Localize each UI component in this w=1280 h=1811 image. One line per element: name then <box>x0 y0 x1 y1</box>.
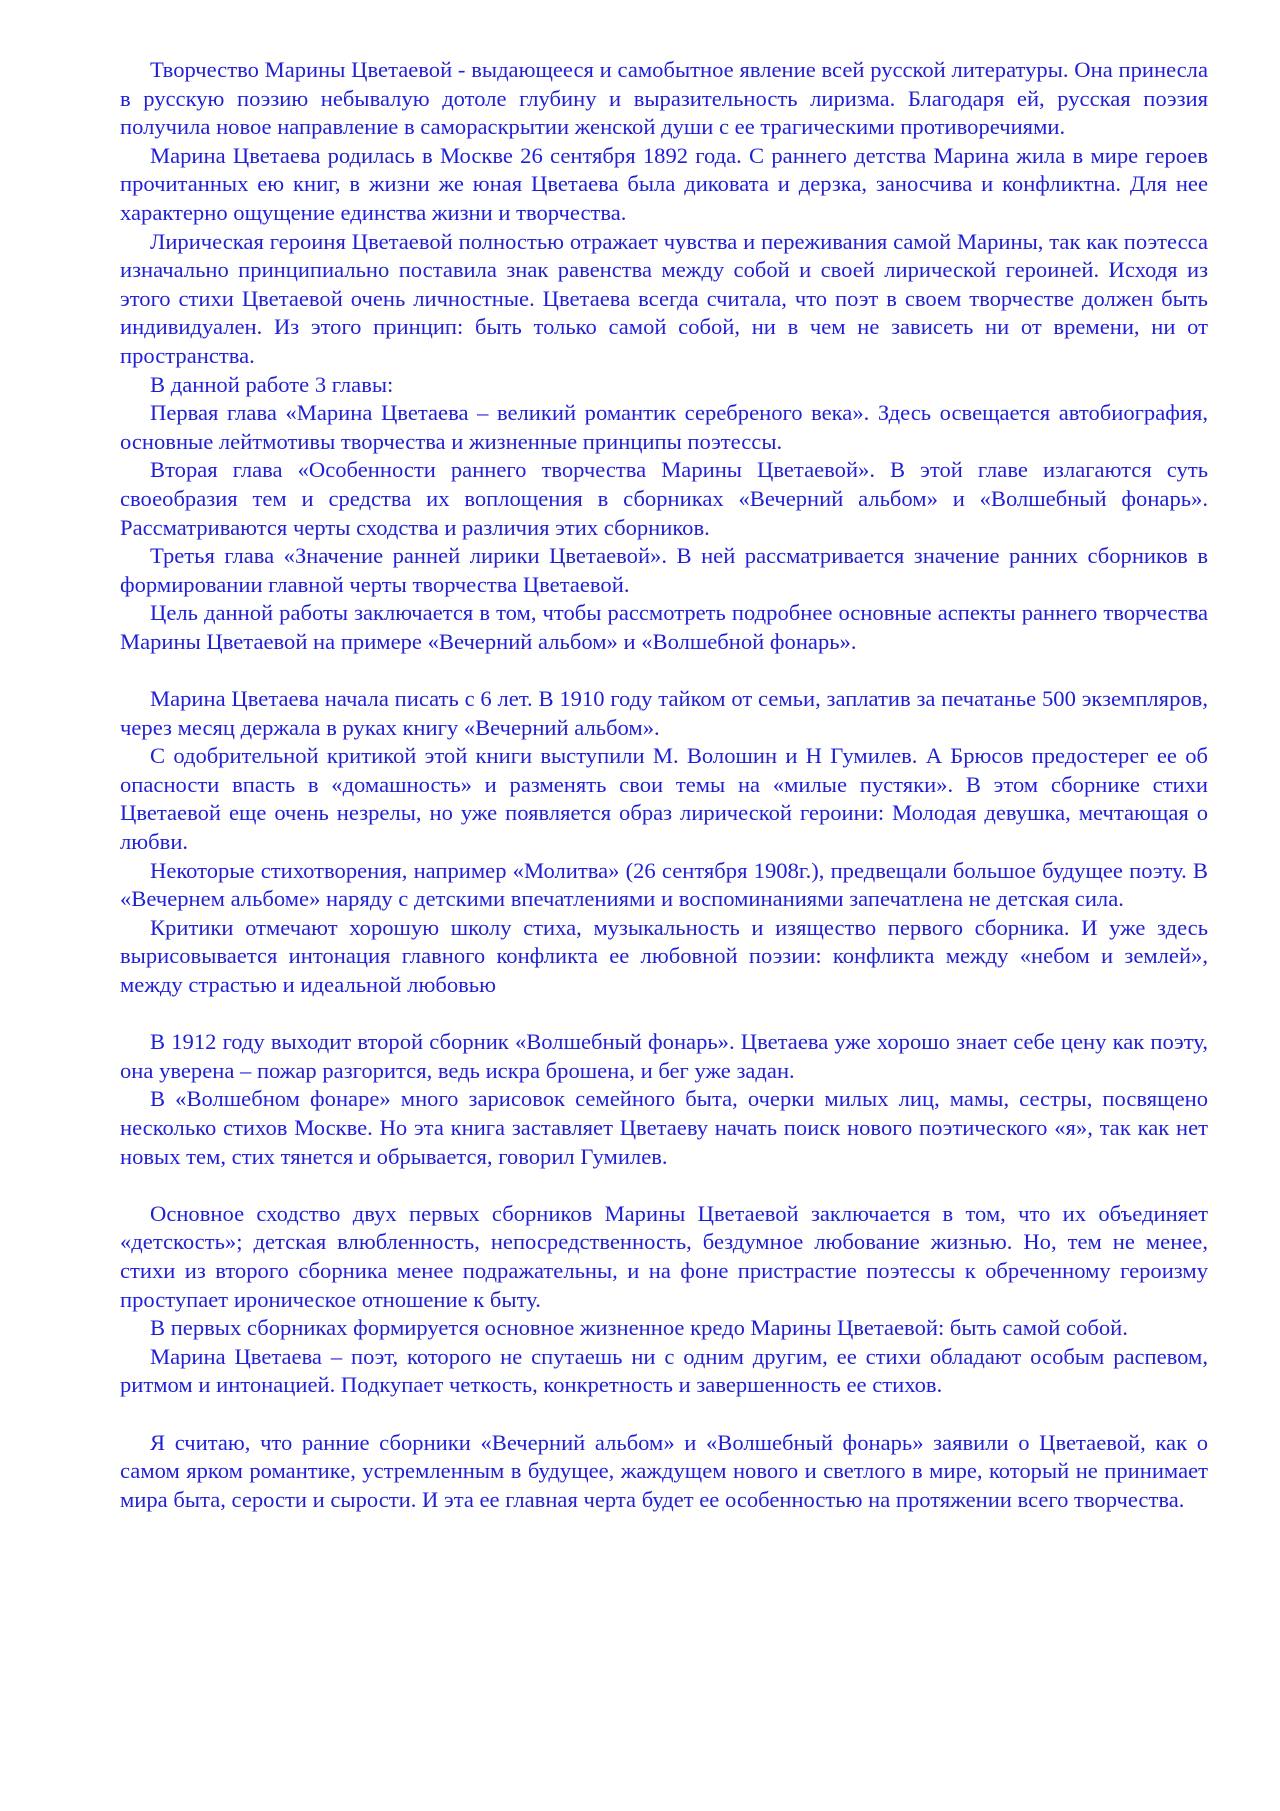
paragraph-second-book: В 1912 году выходит второй сборник «Волшебный фонарь». Цветаева уже хорошо знает себе цену как поэту, она уверена – пожар разгорится, ведь искра брошена, и бег уже задан. <box>120 1029 1208 1083</box>
paragraph-prayer-poem: Некоторые стихотворения, например «Молитва» (26 сентября 1908г.), предвещали большое будущее поэту. В «Вечернем альбоме» наряду с детскими впечатлениями и воспоминаниями запечатлена не детская сила. <box>120 857 1208 912</box>
paragraph-biography: Марина Цветаева родилась в Москве 26 сентября 1892 года. С раннего детства Марина жила в мире героев прочитанных ею книг, в жизни же юная Цветаева была диковата и дерзка, заносчива и конфликтна. Для нее характерно ощущение единства жизни и творчества. <box>120 142 1208 225</box>
paragraph-chapter-2: Вторая глава «Особенности раннего творчества Марины Цветаевой». В этой главе излагаются суть своеобразия тем и средства их воплощения в сборниках «Вечерний альбом» и «Волшебный фонарь». Рассматриваются черты сходства и различия этих сборников. <box>120 457 1208 540</box>
paragraph-critics-reaction: С одобрительной критикой этой книги выступили М. Волошин и Н Гумилев. А Брюсов предостерег ее об опасности впасть в «домашность» и разменять свои темы на «милые пустяки». В этом сборнике стихи Цветаевой еще очень незрелы, но уже появляется образ лирической героини: Молодая девушка, мечтающая о любви. <box>120 743 1208 855</box>
paragraph-conclusion: Я считаю, что ранние сборники «Вечерний альбом» и «Волшебный фонарь» заявили о Цветаевой, как о самом ярком романтике, устремленным в будущее, жаждущем нового и светлого в мире, который не принимает мира быта, серости и сырости. И эта ее главная черта будет ее особенностью на протяжении всего творчества. <box>120 1429 1208 1512</box>
paragraph-poet-style: Марина Цветаева – поэт, которого не спутаешь ни с одним другим, ее стихи обладают особым распевом, ритмом и интонацией. Подкупает четкость, конкретность и завершенность ее стихов. <box>120 1343 1208 1398</box>
paragraph-intro: Творчество Марины Цветаевой - выдающееся и самобытное явление всей русской литературы. Она принесла в русскую поэзию небывалую дотоле глубину и выразительность лиризма. Благодаря ей, русская поэзия получила новое направление в самораскрытии женской души с ее трагическими противоречиями. <box>120 57 1208 140</box>
paragraph-lyrical-heroine: Лирическая героиня Цветаевой полностью отражает чувства и переживания самой Марины, так как поэтесса изначально принципиально поставила знак равенства между собой и своей лирической героиней. Исходя из этого стихи Цветаевой очень личностные. Цветаева всегда считала, что поэт в своем творчестве должен быть индивидуален. Из этого принцип: быть только самой собой, ни в чем не зависеть ни от времени, ни от пространства. <box>120 228 1208 368</box>
paragraph-spacer <box>120 1400 1208 1429</box>
paragraph-goal: Цель данной работы заключается в том, чтобы рассмотреть подробнее основные аспекты раннего творчества Марины Цветаевой на примере «Вечерний альбом» и «Волшебной фонарь». <box>120 600 1208 654</box>
paragraph-first-book: Марина Цветаева начала писать с 6 лет. В 1910 году тайком от семьи, заплатив за печатанье 500 экземпляров, через месяц держала в руках книгу «Вечерний альбом». <box>120 686 1208 740</box>
paragraph-magic-lantern: В «Волшебном фонаре» много зарисовок семейного быта, очерки милых лиц, мамы, сестры, посвящено несколько стихов Москве. Но эта книга заставляет Цветаеву начать поиск нового поэтического «я», так как нет новых тем, стих тянется и обрывается, говорил Гумилев. <box>120 1086 1208 1169</box>
paragraph-spacer <box>120 1171 1208 1200</box>
document-body <box>120 56 1208 1514</box>
paragraph-chapter-3: Третья глава «Значение ранней лирики Цветаевой». В ней рассматривается значение ранних сборников в формировании главной черты творчества Цветаевой. <box>120 543 1208 597</box>
paragraph-spacer <box>120 1000 1208 1029</box>
paragraph-chapter-1: Первая глава «Марина Цветаева – великий романтик серебреного века». Здесь освещается автобиография, основные лейтмотивы творчества и жизненные принципы поэтессы. <box>120 400 1208 454</box>
paragraph-spacer <box>120 656 1208 685</box>
paragraph-critics-school: Критики отмечают хорошую школу стиха, музыкальность и изящество первого сборника. И уже здесь вырисовывается интонация главного конфликта ее любовной поэзии: конфликта между «небом и землей», между страстью и идеальной любовью <box>120 914 1208 997</box>
paragraph-similarity: Основное сходство двух первых сборников Марины Цветаевой заключается в том, что их объединяет «детскость»; детская влюбленность, непосредственность, бездумное любование жизнью. Но, тем не менее, стихи из второго сборника менее подражательны, и на фоне пристрастие поэтессы к обреченному героизму проступает ироническое отношение к быту. <box>120 1200 1208 1312</box>
paragraph-credo: В первых сборниках формируется основное жизненное кредо Марины Цветаевой: быть самой собой. <box>150 1315 1128 1341</box>
paragraph-chapters-count: В данной работе 3 главы: <box>150 371 394 397</box>
